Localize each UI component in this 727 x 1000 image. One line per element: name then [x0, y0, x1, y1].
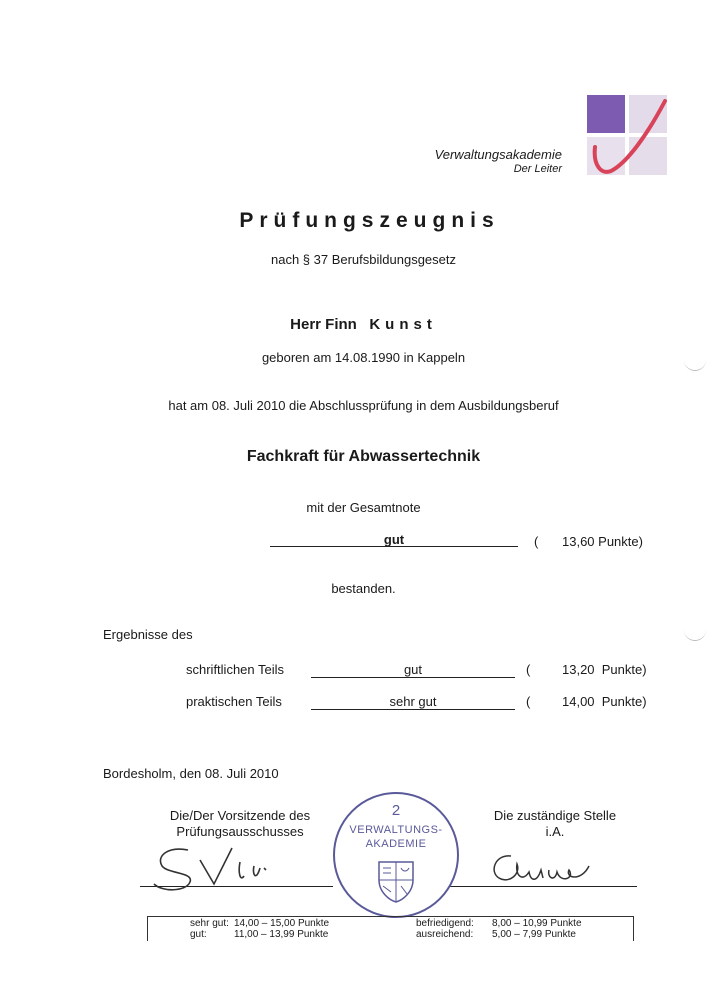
result-grade: sehr gut [389, 694, 437, 709]
coat-of-arms-icon [373, 858, 419, 904]
scale-row [190, 918, 370, 929]
scale-row [416, 918, 626, 929]
scale-grade: befriedigend: [416, 918, 474, 929]
stamp-line2: AKADEMIE [365, 838, 427, 850]
overall-paren: ( [534, 534, 539, 549]
candidate-first-name: Herr Finn [290, 316, 357, 333]
result-points: 13,20 Punkte) [562, 662, 647, 677]
left-signature-caption [140, 808, 340, 840]
result-paren: ( [526, 662, 531, 677]
scale-grade: sehr gut: [190, 918, 229, 929]
grading-scale [147, 916, 634, 941]
result-paren: ( [526, 694, 531, 709]
institution-role: Der Leiter [513, 163, 562, 175]
candidate-surname: Kunst [369, 316, 437, 333]
scale-range: 8,00 – 10,99 Punkte [492, 918, 582, 929]
checkmark-icon [587, 95, 669, 180]
place-date: Bordesholm, den 08. Juli 2010 [103, 766, 279, 781]
scale-range: 5,00 – 7,99 Punkte [492, 929, 576, 940]
academy-logo [587, 95, 669, 180]
left-caption-line1: Die/Der Vorsitzende des [169, 808, 311, 823]
stamp-line1: VERWALTUNGS- [349, 824, 443, 836]
overall-grade: gut [383, 532, 405, 547]
result-points: 14,00 Punkte) [562, 694, 647, 709]
result-grade-line [311, 709, 515, 710]
subtitle: nach § 37 Berufsbildungsgesetz [270, 252, 456, 267]
results-heading: Ergebnisse des [103, 627, 193, 642]
result-label: schriftlichen Teils [186, 662, 285, 677]
right-caption-line2: i.A. [545, 824, 565, 839]
scale-grade: ausreichend: [416, 929, 474, 940]
birth-line: geboren am 14.08.1990 in Kappeln [261, 350, 466, 365]
result-grade: gut [403, 662, 423, 677]
right-caption-line1: Die zuständige Stelle [493, 808, 617, 823]
scale-row [416, 929, 626, 940]
passed-text: bestanden. [331, 581, 396, 596]
institution-name: Verwaltungsakademie [434, 147, 562, 162]
right-signature-icon [485, 848, 595, 893]
scale-range: 14,00 – 15,00 Punkte [234, 918, 330, 929]
profession: Fachkraft für Abwassertechnik [246, 448, 481, 465]
overall-grade-line [270, 546, 518, 547]
scale-grade: gut: [190, 929, 207, 940]
exam-line: hat am 08. Juli 2010 die Abschlussprüfung in dem Ausbildungsberuf [168, 398, 559, 413]
stamp-number: 2 [391, 802, 401, 819]
result-label: praktischen Teils [186, 694, 282, 709]
candidate-name [0, 316, 727, 333]
punch-hole-mark [684, 358, 706, 371]
result-grade-line [311, 677, 515, 678]
left-caption-line2: Prüfungsausschusses [176, 824, 304, 839]
scale-range: 11,00 – 13,99 Punkte [234, 929, 329, 940]
punch-hole-mark [684, 628, 706, 641]
official-stamp [333, 792, 459, 918]
right-signature-caption [455, 808, 655, 840]
left-signature-icon [148, 838, 298, 898]
scale-row [190, 929, 370, 940]
overall-intro: mit der Gesamtnote [306, 500, 421, 515]
page-title: Prüfungszeugnis [239, 209, 500, 232]
overall-points: 13,60 Punkte) [562, 534, 643, 549]
